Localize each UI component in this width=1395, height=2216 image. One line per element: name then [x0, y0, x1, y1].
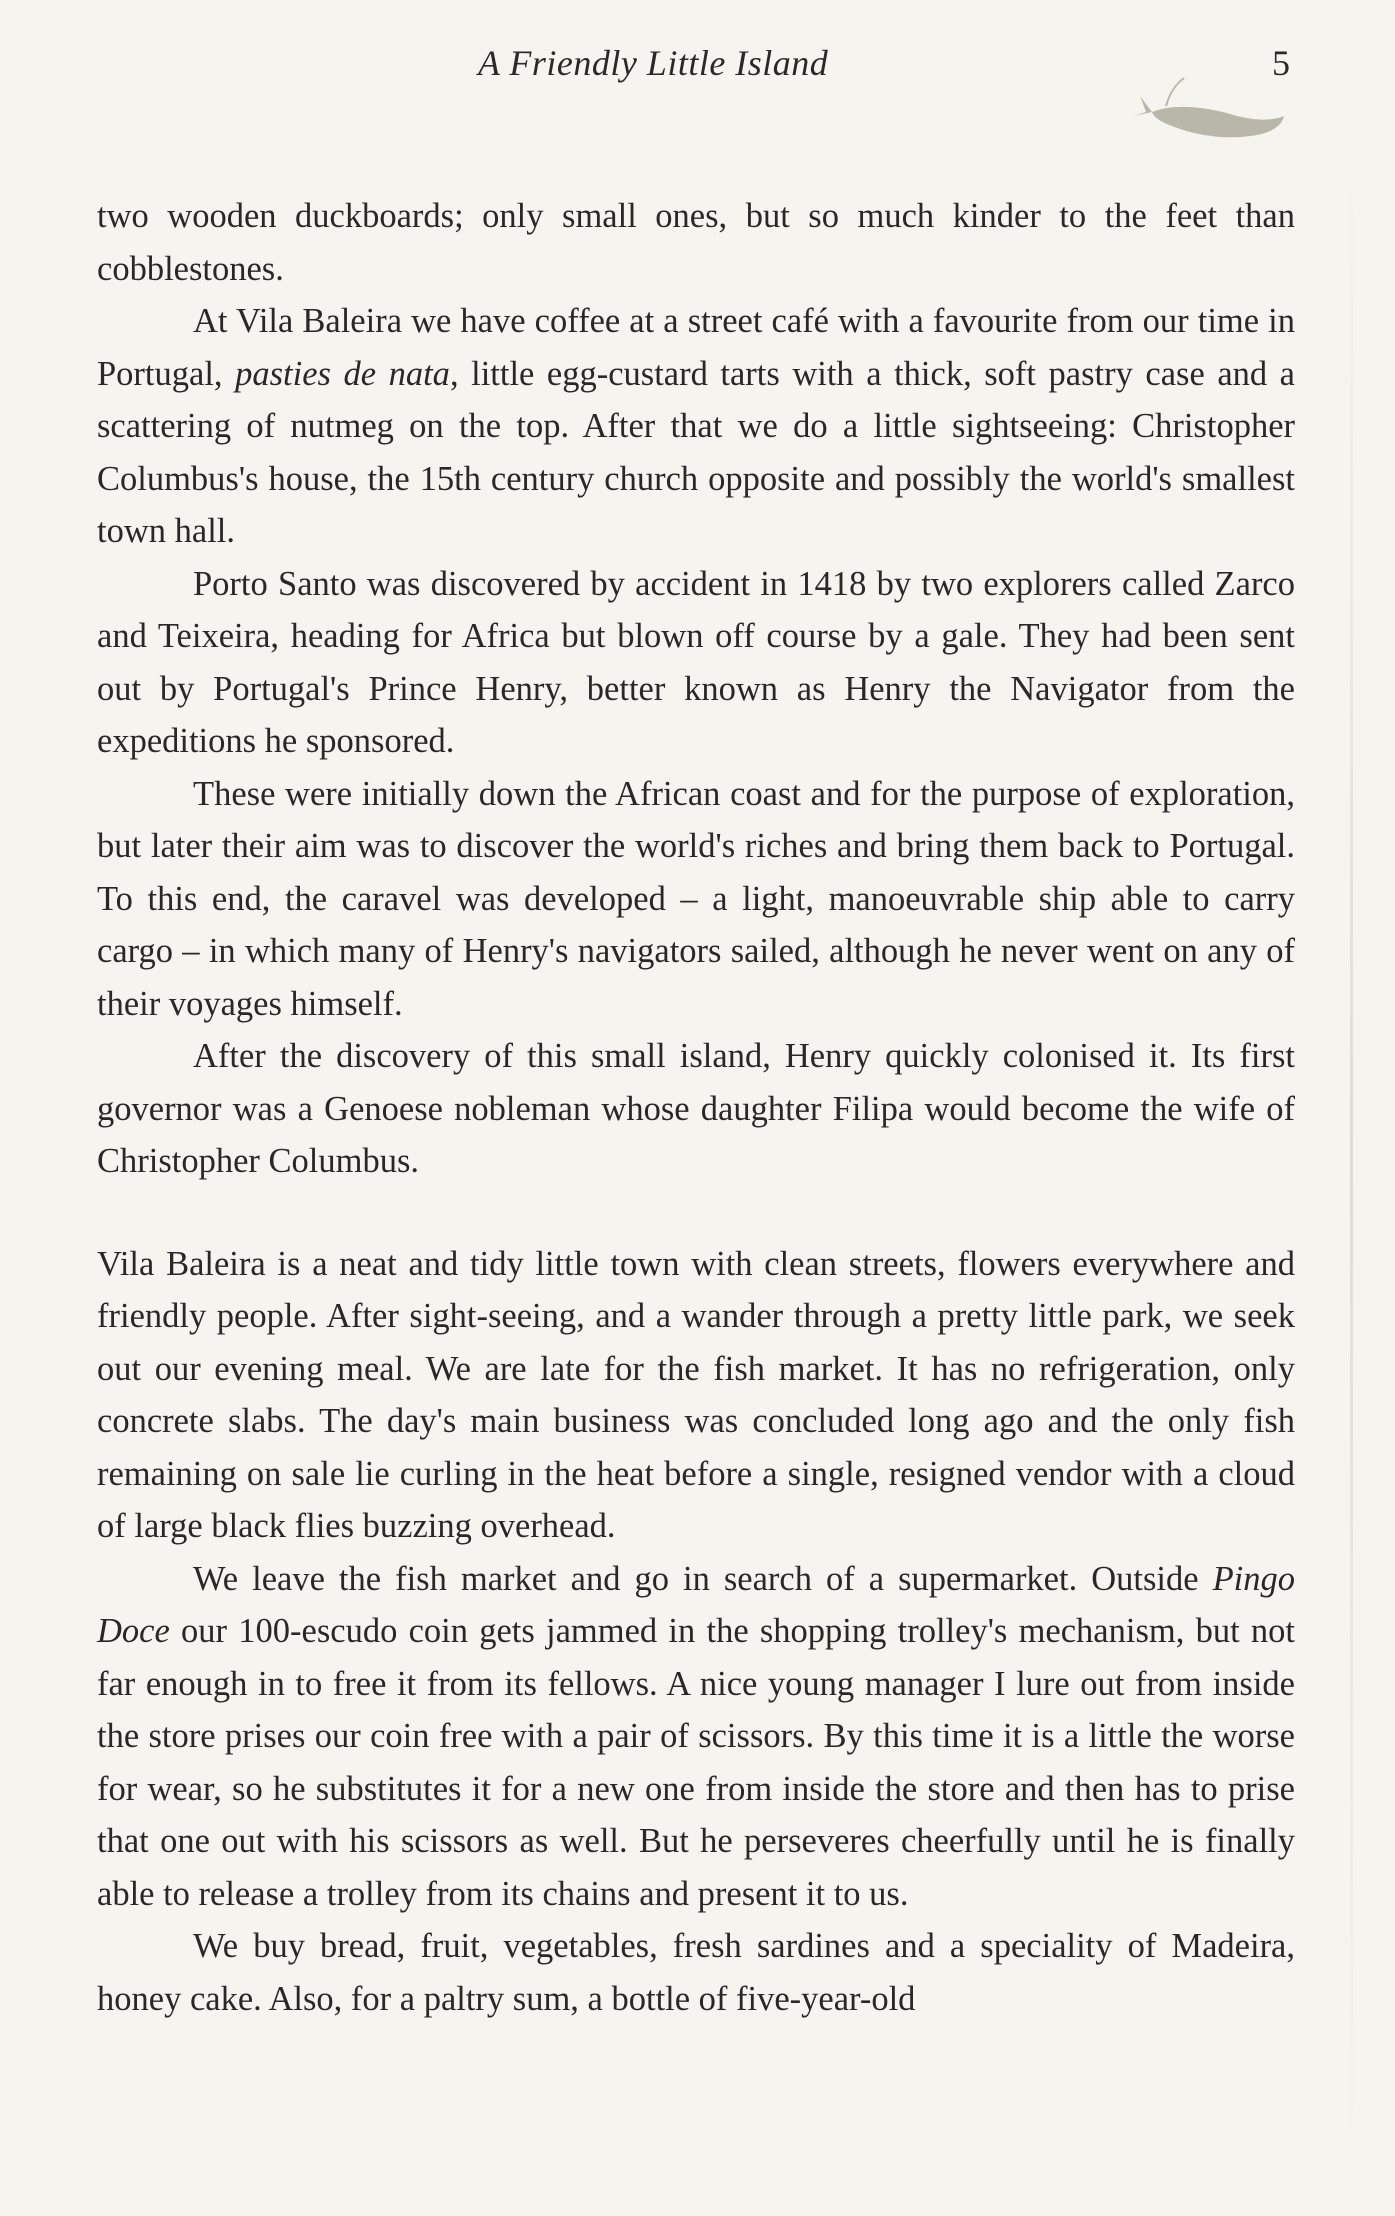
paragraph: We leave the fish market and go in search of a supermarket. Outside Pingo Doce our 100-escudo coin gets jammed in the shopping trolley's mechanism, but not far enough in to free it from its fellows. A nice young manager I lure out from inside the store prises our coin free with a pair of scissors. By this time it is a little the worse for wear, so he substitutes it for a new one from inside the store and then has to prise that one out with his scissors as well. But he perseveres cheerfully until he is finally able to release a trolley from its chains and present it to us.	[97, 1559, 1295, 1913]
section-break	[97, 1188, 1295, 1238]
paragraph: two wooden duckboards; only small ones, but so much kinder to the feet than cobblestones.	[97, 197, 1295, 288]
body-text	[97, 190, 1295, 2025]
paragraph: Porto Santo was discovered by accident in 1418 by two explorers called Zarco and Teixeira, heading for Africa but blown off course by a gale. They had been sent out by Portugal's Prince Henry, better known as Henry the Navigator from the expeditions he sponsored.	[97, 564, 1295, 760]
page-gutter-shadow	[1350, 160, 1353, 2160]
running-title: A Friendly Little Island	[478, 43, 829, 83]
paragraph: Vila Baleira is a neat and tidy little town with clean streets, flowers everywhere and friendly people. After sight-seeing, and a wander through a pretty little park, we seek out our evening meal. We are late for the fish market. It has no refrigeration, only concrete slabs. The day's main business was concluded long ago and the only fish remaining on sale lie curling in the heat before a single, resigned vendor with a cloud of large black flies buzzing overhead.	[97, 1244, 1295, 1545]
paragraph: These were initially down the African coast and for the purpose of exploration, but later their aim was to discover the world's riches and bring them back to Portugal. To this end, the caravel was developed – a light, manoeuvrable ship able to carry cargo – in which many of Henry's navigators sailed, although he never went on any of their voyages himself.	[97, 774, 1295, 1023]
paragraph: We buy bread, fruit, vegetables, fresh sardines and a speciality of Madeira, honey cake. Also, for a paltry sum, a bottle of five-year-old	[97, 1927, 1295, 2018]
page-number: 5	[1272, 43, 1290, 83]
italic-term: pasties de nata	[235, 354, 450, 393]
paragraph: At Vila Baleira we have coffee at a street café with a favourite from our time in Portugal, pasties de nata, little egg-custard tarts with a thick, soft pastry case and a scattering of nutmeg on the top. After that we do a little sightseeing: Christopher Columbus's house, the 15th century church opposite and possibly the world's smallest town hall.	[97, 302, 1295, 550]
paragraph: After the discovery of this small island, Henry quickly colonised it. Its first governor was a Genoese nobleman whose daughter Filipa would become the wife of Christopher Columbus.	[97, 1037, 1295, 1180]
whale-icon	[1132, 62, 1292, 144]
italic-term: Pingo Doce	[97, 1559, 1295, 1650]
